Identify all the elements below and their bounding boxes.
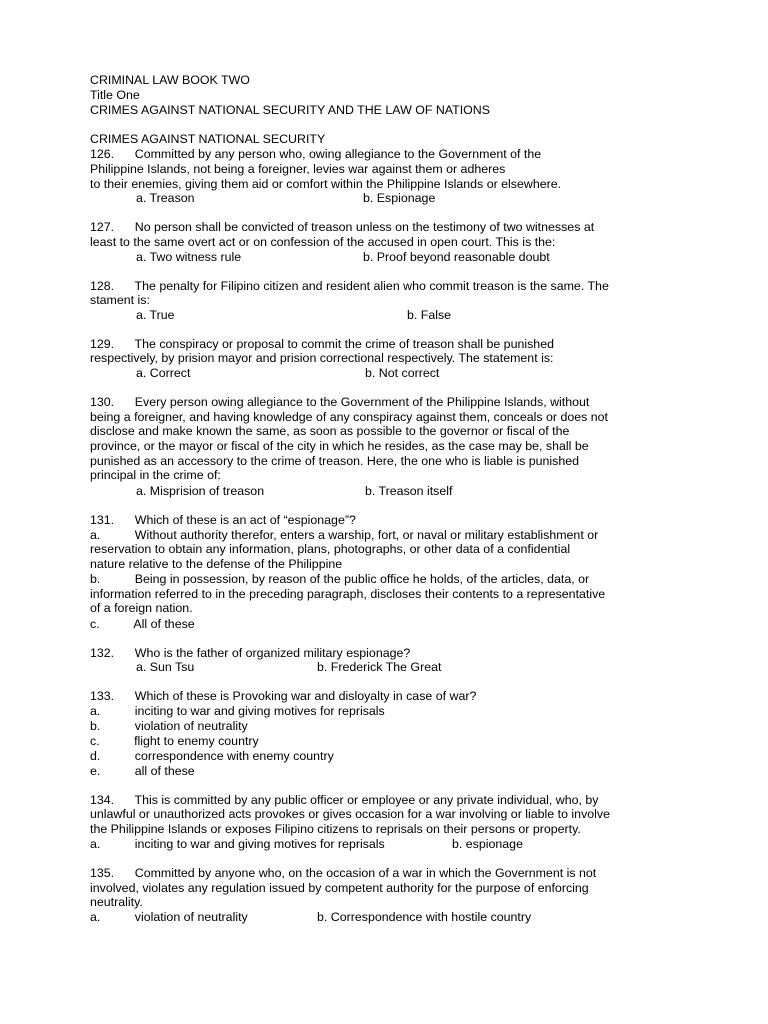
question-131-line: c. All of these [90,617,195,631]
question-130-option-b: b. Treason itself [365,484,453,498]
question-130-line: province, or the mayor or fiscal of the city in which he resides, as the case may be, shall be [90,439,589,453]
question-130-line: disclose and make known the same, as soon as possible to the governor or fiscal of the [90,424,570,438]
question-131-line: nature relative to the defense of the Philippine [90,557,343,571]
question-133-line: b. violation of neutrality [90,719,248,733]
question-132-option-b: b. Frederick The Great [317,660,442,674]
question-131-line: b. Being in possession, by reason of the public office he holds, of the articles, data, or [90,572,590,586]
question-134-option-b: b. espionage [452,837,523,851]
question-132-option-a: a. Sun Tsu [136,660,195,674]
question-133-line: c. flight to enemy country [90,734,259,748]
question-131-line: of a foreign nation. [90,601,193,615]
question-128-line: stament is: [90,293,150,307]
question-127-line: least to the same overt act or on confession of the accused in open court. This is the: [90,235,556,249]
question-131-line: reservation to obtain any information, plans, photographs, or other data of a confidential [90,542,571,556]
question-135-line: neutrality. [90,895,143,909]
question-135-option-b: b. Correspondence with hostile country [317,910,532,924]
question-133-line: 133. Which of these is Provoking war and disloyalty in case of war? [90,689,477,703]
question-130-line: 130. Every person owing allegiance to the Government of the Philippine Islands, without [90,395,590,409]
question-126-line: Philippine Islands, not being a foreigner, levies war against them or adheres [90,162,506,176]
title-heading: CRIMES AGAINST NATIONAL SECURITY AND THE LAW OF NATIONS [90,103,491,117]
question-128-option-a: a. True [136,308,175,322]
section-title: CRIMES AGAINST NATIONAL SECURITY [90,132,326,146]
question-130-line: punished as an accessory to the crime of treason. Here, the one who is liable is punished [90,454,580,468]
question-133-line: d. correspondence with enemy country [90,749,334,763]
question-135-line: a. violation of neutrality [90,910,248,924]
question-133-line: a. inciting to war and giving motives for reprisals [90,704,385,718]
question-126-line: to their enemies, giving them aid or comfort within the Philippine Islands or elsewhere. [90,177,562,191]
question-127-option-b: b. Proof beyond reasonable doubt [363,250,550,264]
question-130-line: principal in the crime of: [90,468,221,482]
question-134-line: unlawful or unauthorized acts provokes or gives occasion for a war involving or liable to involve [90,807,610,821]
question-129-option-b: b. Not correct [365,366,440,380]
question-129-line: 129. The conspiracy or proposal to commit the crime of treason shall be punished [90,337,554,351]
question-131-line: information referred to in the preceding paragraph, discloses their contents to a representative [90,587,606,601]
question-126-line: 126. Committed by any person who, owing allegiance to the Government of the [90,147,542,161]
question-133-line: e. all of these [90,764,195,778]
question-126-option-b: b. Espionage [363,191,436,205]
question-128-line: 128. The penalty for Filipino citizen and resident alien who commit treason is the same. The [90,279,609,293]
question-134-line: 134. This is committed by any public officer or employee or any private individual, who, by [90,793,599,807]
question-134-line: the Philippine Islands or exposes Filipino citizens to reprisals on their persons or property. [90,822,581,836]
document-title: CRIMINAL LAW BOOK TWO [90,73,250,87]
question-131-line: 131. Which of these is an act of “espionage”? [90,513,356,527]
question-128-option-b: b. False [407,308,452,322]
question-126-option-a: a. Treason [136,191,195,205]
title-number: Title One [90,88,140,102]
question-130-line: being a foreigner, and having knowledge of any conspiracy against them, conceals or does not [90,410,608,424]
question-129-line: respectively, by prision mayor and prision correctional respectively. The statement is: [90,351,554,365]
question-135-line: involved, violates any regulation issued by competent authority for the purpose of enforcing [90,881,589,895]
question-130-option-a: a. Misprision of treason [136,484,265,498]
question-131-line: a. Without authority therefor, enters a warship, fort, or naval or military establishment or [90,528,599,542]
question-129-option-a: a. Correct [136,366,191,380]
question-135-line: 135. Committed by anyone who, on the occasion of a war in which the Government is not [90,866,597,880]
question-127-line: 127. No person shall be convicted of treason unless on the testimony of two witnesses at [90,220,595,234]
question-132-line: 132. Who is the father of organized military espionage? [90,646,411,660]
question-134-line: a. inciting to war and giving motives for reprisals [90,837,385,851]
question-127-option-a: a. Two witness rule [136,250,242,264]
